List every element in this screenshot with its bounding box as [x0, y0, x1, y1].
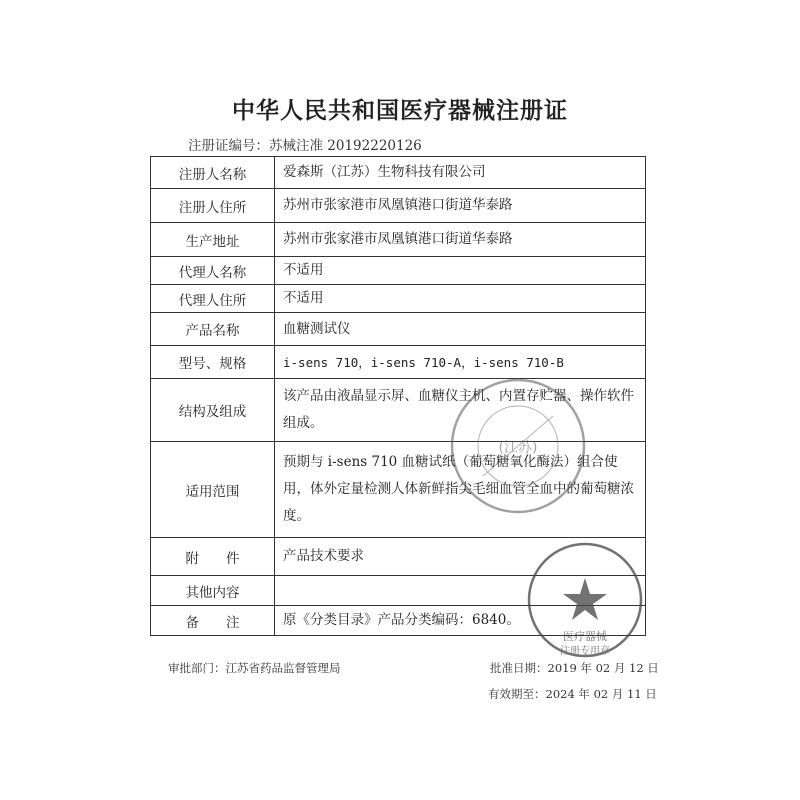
row-value: 预期与 i-sens 710 血糖试纸（葡萄糖氧化酶法）组合使用，体外定量检测人体新鲜指尖毛细血管全血中的葡萄糖浓度。 — [275, 442, 646, 538]
row-value: 爱森斯（江苏）生物科技有限公司 — [275, 157, 646, 189]
row-label: 型号、规格 — [151, 346, 275, 379]
company-seal — [448, 376, 588, 516]
row-value: 不适用 — [275, 257, 646, 285]
svg-text:医疗器械: 医疗器械 — [563, 630, 607, 643]
row-label: 其他内容 — [151, 576, 275, 606]
table-row — [151, 223, 646, 257]
table-row — [151, 346, 646, 379]
row-label: 代理人名称 — [151, 257, 275, 285]
table-row — [151, 257, 646, 285]
row-value: 该产品由液晶显示屏、血糖仪主机、内置存贮器、操作软件组成。 — [275, 379, 646, 442]
row-value: 苏州市张家港市凤凰镇港口街道华泰路 — [275, 189, 646, 223]
row-label: 产品名称 — [151, 313, 275, 346]
table-row — [151, 189, 646, 223]
approver: 审批部门：江苏省药品监督管理局 — [168, 661, 341, 675]
row-value: 苏州市张家港市凤凰镇港口街道华泰路 — [275, 223, 646, 257]
row-value: 产品技术要求 — [275, 538, 646, 576]
valid-until: 有效期至：2024 年 02 月 11 日 — [488, 687, 657, 701]
row-value: 原《分类目录》产品分类编码：6840。 — [275, 606, 646, 636]
table-row — [151, 285, 646, 313]
row-label: 附 件 — [151, 538, 275, 576]
certificate-title: 中华人民共和国医疗器械注册证 — [232, 98, 568, 124]
row-label: 结构及组成 — [151, 379, 275, 442]
table-row — [151, 313, 646, 346]
star-icon — [563, 578, 607, 620]
row-label: 代理人住所 — [151, 285, 275, 313]
registration-number-label: 注册证编号： — [188, 138, 269, 154]
row-label: 注册人名称 — [151, 157, 275, 189]
agency-seal — [525, 540, 645, 660]
registration-number: 苏械注准 20192220126 — [269, 138, 422, 154]
row-label: 生产地址 — [151, 223, 275, 257]
row-label: 注册人住所 — [151, 189, 275, 223]
svg-text:注册专用章: 注册专用章 — [560, 646, 610, 657]
row-value: 血糖测试仪 — [275, 313, 646, 346]
svg-text:(江苏): (江苏) — [498, 440, 538, 456]
row-label: 适用范围 — [151, 442, 275, 538]
approval-date: 批准日期：2019 年 02 月 12 日 — [490, 661, 659, 675]
table-row — [151, 157, 646, 189]
row-value: 不适用 — [275, 285, 646, 313]
registration-number-line — [188, 134, 422, 154]
row-label: 备 注 — [151, 606, 275, 636]
row-value: i-sens 710，i-sens 710-A，i-sens 710-B — [275, 346, 646, 379]
